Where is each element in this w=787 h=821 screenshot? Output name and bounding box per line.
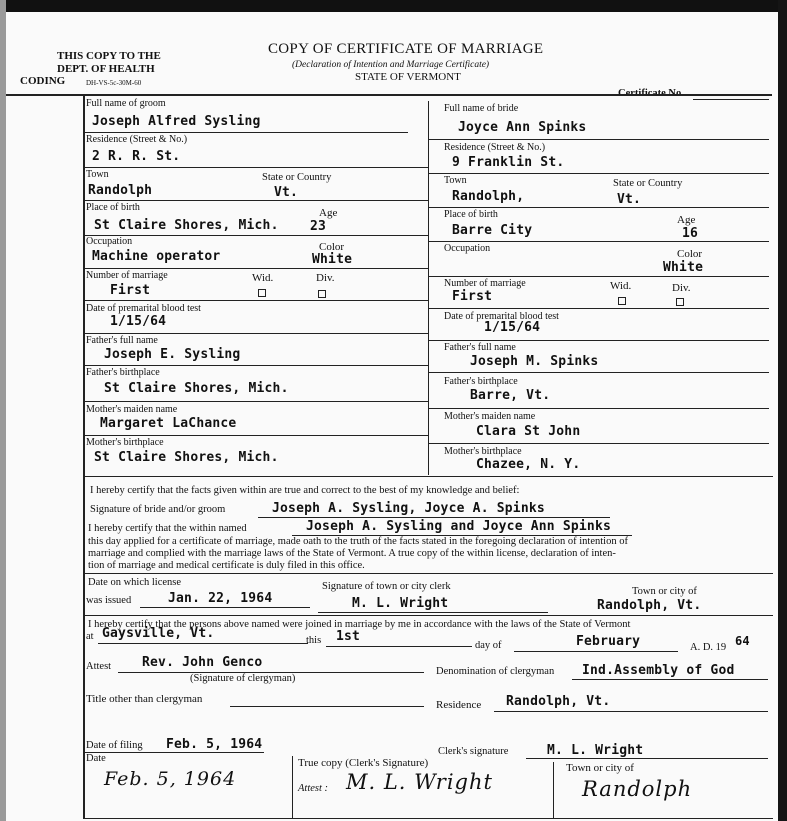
true-copy-attest-label: Attest : — [298, 783, 329, 794]
filing-date-value: Feb. 5, 1964 — [166, 737, 263, 752]
bride-mother-birthplace-value: Chazee, N. Y. — [476, 457, 581, 472]
frame-left — [83, 94, 85, 818]
clergyman-signature-value: Rev. John Genco — [142, 655, 263, 670]
clerk-certify-line-4: tion of marriage and medical certificate is duly filed in this office. — [88, 560, 365, 571]
groom-widowed-checkbox[interactable] — [258, 289, 266, 297]
bride-name-value: Joyce Ann Spinks — [458, 120, 587, 135]
bride-age-value: 16 — [682, 226, 699, 241]
groom-town-label: Town — [86, 169, 109, 180]
certify-statement: I hereby certify that the facts given within are true and correct to the best of my knowledge and belief: — [90, 485, 520, 496]
groom-occupation-label: Occupation — [86, 236, 133, 247]
bride-marriage-label: Number of marriage — [444, 278, 526, 289]
clergy-residence-value: Randolph, Vt. — [506, 694, 611, 709]
ceremony-ad-label: A. D. 19 — [690, 642, 727, 653]
bride-state-label: State or Country — [613, 178, 683, 189]
center-divider — [428, 101, 429, 475]
copy-to-label: THIS COPY TO THE — [57, 50, 161, 62]
filing-town-label: Town or city of — [566, 762, 634, 774]
groom-birthplace-label: Place of birth — [86, 202, 140, 213]
bride-color-label: Color — [677, 248, 703, 260]
groom-color-value: White — [312, 252, 353, 267]
clerk-certify-intro: I hereby certify that the within named — [88, 523, 247, 534]
dept-label: DEPT. OF HEALTH — [57, 63, 155, 75]
form-code: DH-VS-5c-30M-60 — [86, 79, 142, 87]
bride-father-label: Father's full name — [444, 342, 516, 353]
bride-town-value: Randolph, — [452, 189, 525, 204]
denomination-value: Ind.Assembly of God — [582, 663, 735, 678]
ceremony-statement: I hereby certify that the persons above named were joined in marriage by me in accordance with the laws of the State of Vermont — [88, 619, 631, 630]
bride-occupation-label: Occupation — [444, 243, 491, 254]
groom-widowed-label: Wid. — [252, 272, 274, 284]
bride-town-label: Town — [444, 175, 467, 186]
bride-name-label: Full name of bride — [444, 103, 519, 114]
bride-divorced-checkbox[interactable] — [676, 298, 684, 306]
bride-marriage-value: First — [452, 289, 493, 304]
document-subtitle: (Declaration of Intention and Marriage Certificate) — [292, 60, 490, 70]
bride-father-birthplace-label: Father's birthplace — [444, 376, 518, 387]
bride-birthplace-value: Barre City — [452, 223, 533, 238]
ceremony-day-value: 1st — [336, 629, 361, 644]
denomination-label: Denomination of clergyman — [436, 666, 555, 677]
groom-birthplace-value: St Claire Shores, Mich. — [94, 218, 279, 233]
license-date-label: Date on which license — [88, 577, 182, 588]
groom-occupation-value: Machine operator — [92, 249, 221, 264]
clerk-signature-value: M. L. Wright — [547, 743, 644, 758]
frame-top — [6, 94, 772, 96]
ceremony-at-label: at — [86, 631, 94, 642]
license-town-value: Randolph, Vt. — [597, 598, 702, 613]
groom-state-label: State or Country — [262, 172, 332, 183]
bride-blood-test-value: 1/15/64 — [484, 320, 541, 335]
town-clerk-signature-value: M. L. Wright — [352, 596, 449, 611]
bride-mother-birthplace-label: Mother's birthplace — [444, 446, 522, 457]
ceremony-month-value: February — [576, 634, 641, 649]
bride-mother-label: Mother's maiden name — [444, 411, 536, 422]
license-issued-label: was issued — [86, 595, 132, 606]
couple-signature-label: Signature of bride and/or groom — [90, 504, 226, 515]
groom-marriage-label: Number of marriage — [86, 270, 168, 281]
groom-marriage-value: First — [110, 283, 151, 298]
groom-father-birthplace-value: St Claire Shores, Mich. — [104, 381, 289, 396]
state-heading: STATE OF VERMONT — [355, 71, 461, 83]
bride-residence-label: Residence (Street & No.) — [444, 142, 546, 153]
groom-name-value: Joseph Alfred Sysling — [92, 114, 261, 129]
clerk-certify-line-3: marriage and complied with the marriage laws of the State of Vermont. A true copy of the within license, declaration of inten- — [88, 548, 616, 559]
coding-label: CODING — [20, 75, 66, 87]
license-town-label: Town or city of — [632, 586, 697, 597]
scan-border-right — [778, 0, 787, 821]
groom-father-label: Father's full name — [86, 335, 158, 346]
bride-widowed-checkbox[interactable] — [618, 297, 626, 305]
groom-mother-birthplace-value: St Claire Shores, Mich. — [94, 450, 279, 465]
file-date-handwritten: Feb. 5, 1964 — [104, 768, 237, 790]
bride-birthplace-label: Place of birth — [444, 209, 498, 220]
bride-widowed-label: Wid. — [610, 280, 632, 292]
bride-blood-test-label: Date of premarital blood test — [444, 311, 559, 322]
groom-divorced-checkbox[interactable] — [318, 290, 326, 298]
groom-blood-test-value: 1/15/64 — [110, 314, 167, 329]
clerk-certify-names: Joseph A. Sysling and Joyce Ann Spinks — [306, 519, 612, 534]
true-copy-handwritten-signature: M. L. Wright — [346, 770, 493, 794]
bride-mother-value: Clara St John — [476, 424, 581, 439]
certificate-number-label: Certificate No. — [618, 88, 684, 99]
groom-mother-label: Mother's maiden name — [86, 404, 178, 415]
clergyman-signature-label: (Signature of clergyman) — [190, 673, 296, 684]
bride-color-value: White — [663, 260, 704, 275]
document-title: COPY OF CERTIFICATE OF MARRIAGE — [268, 41, 544, 57]
true-copy-label: True copy (Clerk's Signature) — [298, 757, 429, 769]
groom-residence-label: Residence (Street & No.) — [86, 134, 188, 145]
clergy-residence-label: Residence — [436, 699, 482, 711]
groom-blood-test-label: Date of premarital blood test — [86, 303, 201, 314]
groom-father-value: Joseph E. Sysling — [104, 347, 241, 362]
ceremony-day-of-label: day of — [475, 640, 502, 651]
file-date-label: Date — [86, 753, 106, 764]
groom-mother-birthplace-label: Mother's birthplace — [86, 437, 164, 448]
groom-name-label: Full name of groom — [86, 98, 166, 109]
couple-signature-value: Joseph A. Sysling, Joyce A. Spinks — [272, 501, 545, 516]
groom-age-value: 23 — [310, 219, 327, 234]
clerk-signature-label: Clerk's signature — [438, 746, 509, 757]
bride-father-value: Joseph M. Spinks — [470, 354, 599, 369]
groom-state-value: Vt. — [274, 185, 299, 200]
groom-age-label: Age — [319, 207, 338, 219]
bride-age-label: Age — [677, 214, 696, 226]
bride-state-value: Vt. — [617, 192, 642, 207]
groom-residence-value: 2 R. R. St. — [92, 149, 181, 164]
town-clerk-signature-label: Signature of town or city clerk — [322, 581, 451, 592]
groom-town-value: Randolph — [88, 183, 153, 198]
clerk-certify-line-2: this day applied for a certificate of marriage, made oath to the truth of the facts stated in the foregoing declaration of intention of — [88, 536, 628, 547]
scan-border-left — [0, 0, 6, 821]
ceremony-this-label: this — [306, 635, 322, 646]
groom-father-birthplace-label: Father's birthplace — [86, 367, 160, 378]
groom-divorced-label: Div. — [316, 272, 335, 284]
filing-date-label: Date of filing — [86, 740, 143, 751]
groom-color-label: Color — [319, 241, 345, 253]
license-date-value: Jan. 22, 1964 — [168, 591, 273, 606]
groom-mother-value: Margaret LaChance — [100, 416, 237, 431]
bride-residence-value: 9 Franklin St. — [452, 155, 565, 170]
ceremony-year-value: 64 — [735, 634, 750, 648]
clergy-attest-label: Attest — [86, 661, 112, 672]
bride-father-birthplace-value: Barre, Vt. — [470, 388, 551, 403]
scan-border-top — [0, 0, 787, 12]
title-other-label: Title other than clergyman — [86, 693, 203, 705]
bride-divorced-label: Div. — [672, 282, 691, 294]
ceremony-place-value: Gaysville, Vt. — [102, 626, 215, 641]
filing-town-handwritten: Randolph — [582, 777, 693, 801]
